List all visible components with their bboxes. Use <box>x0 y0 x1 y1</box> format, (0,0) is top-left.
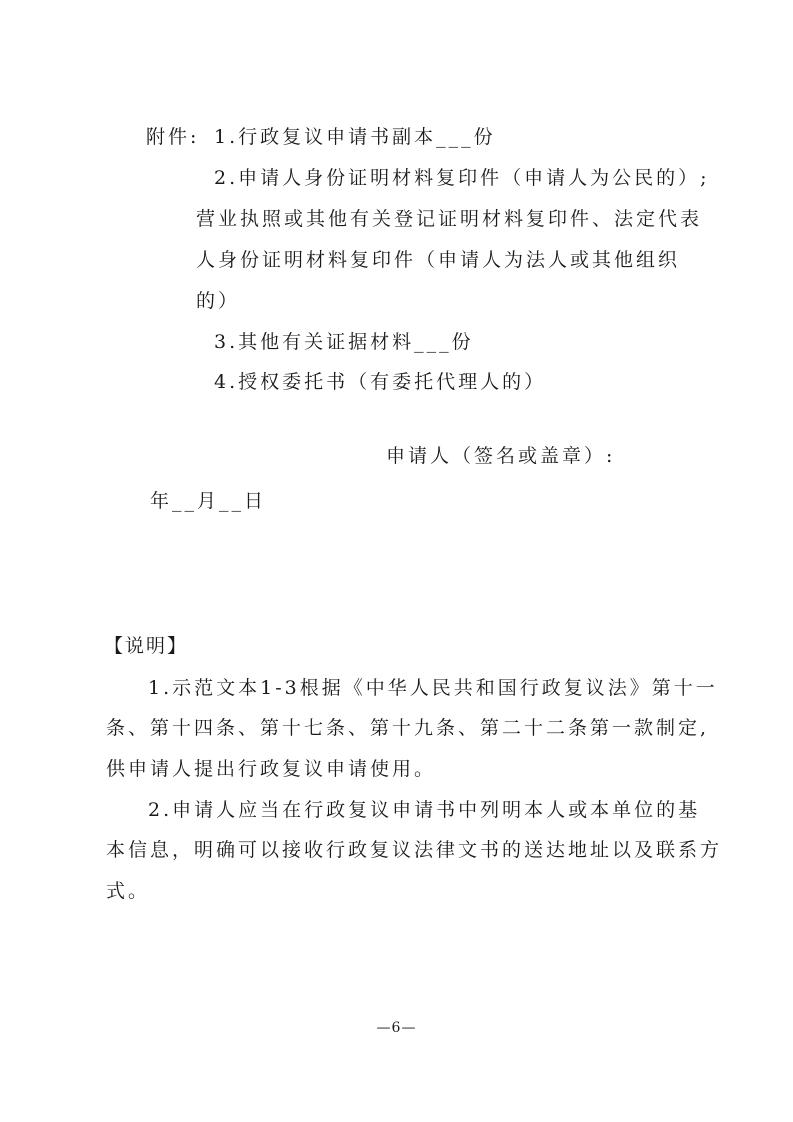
note-2-line-3: 式。 <box>106 880 151 902</box>
attachment-item-2-line-3: 人身份证明材料复印件（申请人为法人或其他组织 <box>196 249 681 271</box>
attachment-item-2-line-4: 的） <box>196 290 241 312</box>
notes-heading: 【说明】 <box>104 635 189 657</box>
note-1-line-2: 条、第十四条、第十七条、第十九条、第二十二条第一款制定, <box>106 717 710 739</box>
applicant-signature: 申请人（签名或盖章）: <box>386 445 616 467</box>
attachment-item-4: 4.授权委托书（有委托代理人的） <box>214 371 547 393</box>
attachment-item-2-line-1: 2.申请人身份证明材料复印件（申请人为公民的）; <box>214 167 710 189</box>
signature-date: 年__月__日 <box>150 490 267 512</box>
page-number: —6— <box>376 1020 417 1036</box>
note-1-line-3: 供申请人提出行政复议申请使用。 <box>106 758 437 780</box>
note-2-line-2: 本信息，明确可以接收行政复议法律文书的送达地址以及联系方 <box>106 839 723 861</box>
attachment-item-3: 3.其他有关证据材料___份 <box>214 331 474 353</box>
note-1-line-1: 1.示范文本1-3根据《中华人民共和国行政复议法》第十一 <box>148 677 718 699</box>
attachment-item-1: 1.行政复议申请书副本___份 <box>214 126 496 148</box>
attachment-item-2-line-2: 营业执照或其他有关登记证明材料复印件、法定代表 <box>196 208 703 230</box>
note-2-line-1: 2.申请人应当在行政复议申请书中列明本人或本单位的基 <box>148 799 701 821</box>
attachments-label: 附件: <box>146 126 200 148</box>
